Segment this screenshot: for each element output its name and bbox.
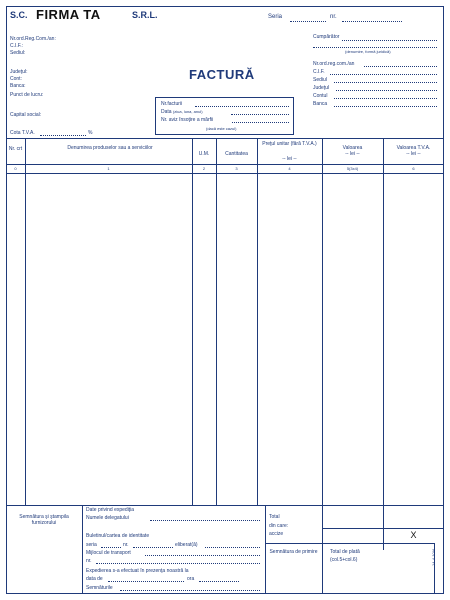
transport-label: Mijlocul de transport <box>86 550 131 556</box>
footer-divider-3 <box>322 543 323 594</box>
supplier-cif: C.I.F.: <box>10 43 24 49</box>
id-series-field[interactable] <box>101 542 121 548</box>
header-pret-unit: -- lei -- <box>282 156 297 162</box>
transport-nr-field[interactable] <box>96 558 260 564</box>
seria-label: Seria <box>268 14 283 20</box>
id-issued-label: eliberat(ă) <box>175 542 198 548</box>
dispatch-date-field[interactable] <box>108 576 184 582</box>
invoice-nr-field[interactable] <box>195 101 289 107</box>
footer-divider-2 <box>265 505 266 594</box>
buyer-cont: Contul <box>313 93 328 99</box>
cota-percent: % <box>88 130 93 136</box>
expedition-title: Date privind expediţia <box>86 507 135 513</box>
invoice-aviz-field[interactable] <box>232 117 289 123</box>
footer-top-border <box>6 505 444 506</box>
dispatch-label: Expedierea s-a efectuat în prezenţa noastră la <box>86 568 189 574</box>
header-denumire: Denumirea produselor sau a serviciilor <box>67 145 153 151</box>
col-number-1: 1 <box>107 166 110 171</box>
col-number-3: 3 <box>235 166 238 171</box>
dispatch-time-label: ora <box>187 576 195 582</box>
invoice-aviz-hint: (dacă este cazul) <box>206 126 237 131</box>
header-tva-unit: -- lei -- <box>406 151 421 157</box>
total-payment-label: Total de plată <box>330 549 360 555</box>
company-name: FIRMA TA <box>36 7 101 22</box>
buyer-reg-field[interactable] <box>364 61 437 67</box>
supplier-banca: Banca: <box>10 83 26 89</box>
transport-field[interactable] <box>145 550 260 556</box>
buyer-judet: Judeţul <box>313 85 330 91</box>
id-nr-field[interactable] <box>133 542 173 548</box>
header-tva: Valoarea T.V.A. <box>396 145 431 151</box>
header-valoarea-unit: -- lei -- <box>345 151 360 157</box>
header-um: U.M. <box>198 151 210 157</box>
buyer-title: Cumpărător <box>313 34 340 40</box>
buyer-sediu: Sediul <box>313 77 327 83</box>
dispatch-date-label: data de <box>86 576 103 582</box>
header-nr: Nr. crt <box>8 146 23 152</box>
supplier-judet: Judeţul: <box>10 69 28 75</box>
buyer-cont-field[interactable] <box>334 93 437 99</box>
seria-field[interactable] <box>290 16 326 22</box>
accize-x-mark: X <box>410 530 417 540</box>
supplier-capital: Capital social: <box>10 112 42 118</box>
supplier-reg: Nr.ord.Reg.Com./an: <box>10 36 56 42</box>
buyer-banca-field[interactable] <box>334 101 437 107</box>
col-divider-1 <box>25 138 26 505</box>
table-header-border <box>6 164 444 165</box>
company-sc: S.C. <box>10 10 28 20</box>
header-cantitate: Cantitatea <box>225 151 248 157</box>
id-series-label: seria <box>86 542 97 548</box>
buyer-cif-field[interactable] <box>330 69 437 75</box>
id-issued-field[interactable] <box>205 542 260 548</box>
buyer-cif: C.I.F. <box>313 69 325 75</box>
accize-label: accize <box>269 531 284 537</box>
col-divider-6 <box>383 138 384 550</box>
footer-total-border <box>265 543 434 544</box>
table-top-border <box>6 138 444 139</box>
supplier-cont: Cont: <box>10 76 22 82</box>
total-payment-hint: (col.5+col.6) <box>330 557 358 563</box>
dispatch-time-field[interactable] <box>199 576 239 582</box>
buyer-banca: Banca <box>313 101 328 107</box>
col-number-0: 0 <box>14 166 17 171</box>
supplier-signature-label: Semnătura şi ştampila furnizorului <box>19 514 69 526</box>
delegate-field[interactable] <box>150 515 260 521</box>
col-divider-3 <box>216 138 217 505</box>
invoice-title: FACTURĂ <box>189 67 255 82</box>
transport-nr-label: nr. <box>86 558 92 564</box>
din-care-label: din care: <box>269 523 289 529</box>
buyer-sediu-field[interactable] <box>334 77 437 83</box>
invoice-nr-label: Nr.facturii <box>161 101 183 107</box>
buyer-name-field-2[interactable] <box>313 42 437 48</box>
invoice-date-field[interactable] <box>231 109 289 115</box>
buyer-reg: Nr.ord.reg.com./an <box>313 61 355 67</box>
nr-field[interactable] <box>342 16 402 22</box>
company-srl: S.R.L. <box>132 10 158 20</box>
signatures-label: Semnăturile <box>86 585 113 591</box>
col-divider-2 <box>192 138 193 505</box>
nr-label: nr. <box>330 14 337 20</box>
id-card-label: Buletinul/cartea de identitate <box>86 533 150 539</box>
buyer-hint: (denumire, formă juridică) <box>345 49 391 54</box>
supplier-cota: Cota T.V.A. <box>10 130 35 136</box>
id-nr-label: nr. <box>123 542 129 548</box>
col-number-5: 5(3x4) <box>346 166 359 171</box>
form-code: 14-4-10/A <box>431 548 436 566</box>
buyer-name-field[interactable] <box>342 35 437 41</box>
signatures-field[interactable] <box>120 585 260 591</box>
col-number-6: 6 <box>412 166 415 171</box>
col-number-4: 4 <box>288 166 291 171</box>
header-pret: Preţul unitar (fără T.V.A.) <box>262 141 317 147</box>
col-divider-4 <box>257 138 258 505</box>
buyer-judet-field[interactable] <box>336 85 437 91</box>
invoice-date-label: Data (ziua, luna, anul) <box>161 109 203 115</box>
invoice-aviz-label: Nr. aviz însoţire a mărfii <box>161 117 214 123</box>
delegate-label: Numele delegatului <box>86 515 129 521</box>
footer-divider-1 <box>82 505 83 594</box>
table-number-border <box>6 173 444 174</box>
supplier-punct: Punct de lucru: <box>10 92 44 98</box>
supplier-sediu: Sediul: <box>10 50 26 56</box>
col-divider-5 <box>322 138 323 550</box>
total-label: Total <box>269 514 280 520</box>
col-number-2: 2 <box>202 166 206 171</box>
header-valoarea: Valoarea <box>342 145 363 151</box>
receipt-signature-label: Semnătura de primire <box>269 549 318 555</box>
cota-field[interactable] <box>40 130 86 136</box>
